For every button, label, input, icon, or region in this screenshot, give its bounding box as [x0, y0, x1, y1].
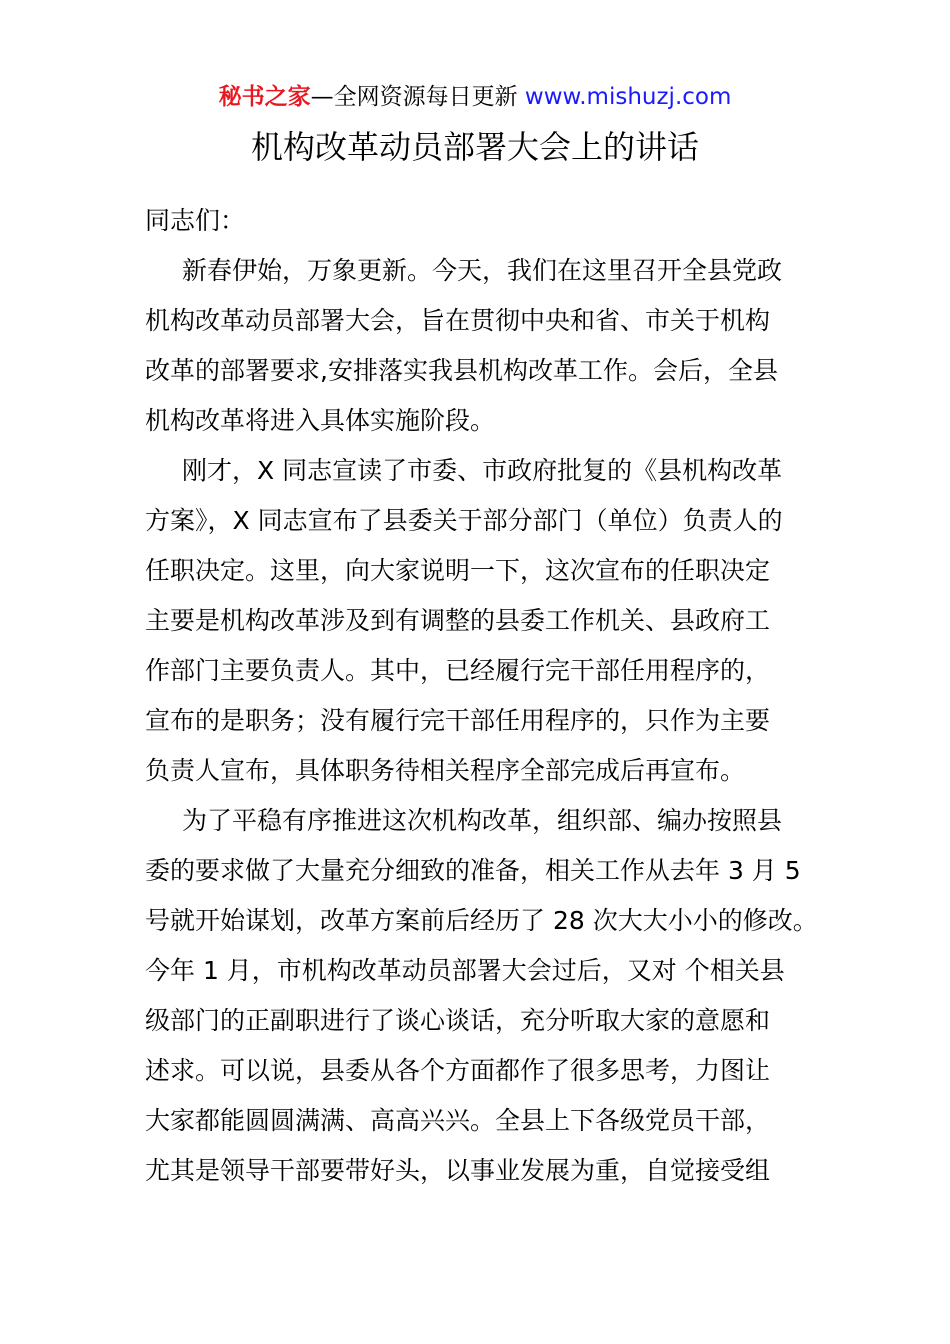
paragraph-line: 负责人宣布，具体职务待相关程序全部完成后再宣布。	[145, 756, 746, 785]
paragraph-line: 大家都能圆圆满满、高高兴兴。全县上下各级党员干部，	[145, 1106, 771, 1135]
paragraph-line: 机构改革动员部署大会，旨在贯彻中央和省、市关于机构	[145, 306, 771, 335]
paragraph-line: 为了平稳有序推进这次机构改革，组织部、编办按照县	[182, 806, 783, 835]
paragraph-line: 号就开始谋划，改革方案前后经历了 28 次大大小小的修改。	[145, 906, 818, 935]
site-tagline: —全网资源每日更新	[310, 84, 518, 110]
site-header	[0, 80, 950, 114]
salutation-line: 同志们：	[145, 206, 246, 235]
paragraph-line: 主要是机构改革涉及到有调整的县委工作机关、县政府工	[145, 606, 771, 635]
paragraph-line: 今年 1 月，市机构改革动员部署大会过后，又对 个相关县	[145, 956, 785, 985]
site-url-link[interactable]: www.mishuzj.com	[524, 84, 732, 110]
paragraph-line: 作部门主要负责人。其中，已经履行完干部任用程序的，	[145, 656, 771, 685]
paragraph-line: 尤其是领导干部要带好头，以事业发展为重，自觉接受组	[145, 1156, 771, 1185]
paragraph-line: 任职决定。这里，向大家说明一下，这次宣布的任职决定	[145, 556, 771, 585]
document-body	[145, 196, 825, 1196]
document-title: 机构改革动员部署大会上的讲话	[250, 128, 699, 166]
paragraph-line: 新春伊始，万象更新。今天，我们在这里召开全县党政	[182, 256, 783, 285]
paragraph-line: 方案》，X 同志宣布了县委关于部分部门（单位）负责人的	[145, 506, 783, 535]
paragraph-line: 宣布的是职务；没有履行完干部任用程序的，只作为主要	[145, 706, 771, 735]
paragraph-line: 述求。可以说，县委从各个方面都作了很多思考，力图让	[145, 1056, 771, 1085]
paragraph-line: 级部门的正副职进行了谈心谈话，充分听取大家的意愿和	[145, 1006, 771, 1035]
site-brand: 秘书之家	[218, 84, 311, 110]
paragraph-line: 委的要求做了大量充分细致的准备，相关工作从去年 3 月 5	[145, 856, 801, 885]
paragraph-line: 刚才，X 同志宣读了市委、市政府批复的《县机构改革	[182, 456, 783, 485]
paragraph-line: 改革的部署要求,安排落实我县机构改革工作。会后，全县	[145, 356, 778, 385]
paragraph-line: 机构改革将进入具体实施阶段。	[145, 406, 496, 435]
